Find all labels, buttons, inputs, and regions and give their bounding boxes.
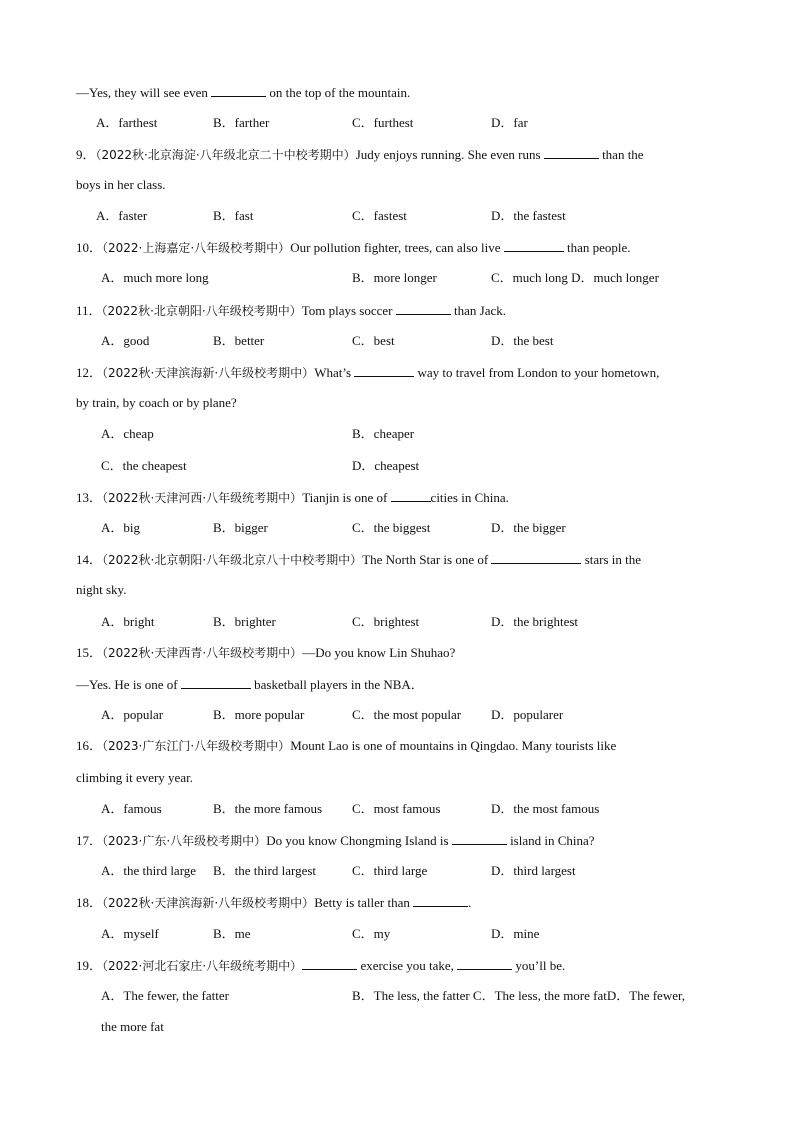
q16-option-c: C．most famous <box>352 801 441 816</box>
q10-text-post: than people. <box>563 240 631 255</box>
q9-number: 9． <box>76 147 96 162</box>
q11-option-b: B．better <box>213 333 265 348</box>
q9-source: （2022秋·北京海淀·八年级北京二十中校考期中） <box>95 148 356 162</box>
q14-number: 14． <box>76 552 103 567</box>
q12-text-pre: What’s <box>314 365 355 380</box>
q10-number: 10． <box>76 240 103 255</box>
q13-option-d: D．the bigger <box>491 520 566 535</box>
q17-option-d: D．third largest <box>491 863 576 878</box>
q13-option-a: A．big <box>101 520 141 535</box>
q12-text-post: way to travel from London to your hometown, <box>414 365 660 380</box>
q9-option-c: C．fastest <box>352 208 407 223</box>
q8-option-a: A．farthest <box>96 115 158 130</box>
q18-text-post: . <box>468 895 472 910</box>
q13-option-b: B．bigger <box>213 520 268 535</box>
q12-option-d: D．cheapest <box>352 458 420 473</box>
q8-option-b: B．farther <box>213 115 270 130</box>
q15-text-post: basketball players in the NBA． <box>250 677 424 692</box>
q15-blank <box>181 676 251 689</box>
q15-option-c: C．the most popular <box>352 707 462 722</box>
q11-option-a: A．good <box>101 333 150 348</box>
q11-blank <box>396 302 451 315</box>
q9-option-d: D．the fastest <box>491 208 566 223</box>
q18-source: （2022秋·天津滨海新·八年级校考期中） <box>102 896 315 910</box>
q8-option-d: D．far <box>491 115 528 130</box>
q8-line-1 <box>76 84 410 101</box>
q13-source: （2022秋·天津河西·八年级统考期中） <box>102 491 303 505</box>
q18-option-b: B．me <box>213 926 251 941</box>
q14-blank <box>491 551 581 564</box>
q13-text-pre: Tianjin is one of <box>302 490 391 505</box>
q11-text-pre: Tom plays soccer <box>301 303 396 318</box>
q13-number: 13． <box>76 490 103 505</box>
q19-blank-2 <box>457 957 512 970</box>
q10-option-a: A．much more long <box>101 270 209 285</box>
q12-blank <box>354 364 414 377</box>
q11-stem <box>76 302 506 319</box>
q17-text-pre: Do you know Chongming Island is <box>266 833 452 848</box>
q16-option-a: A．famous <box>101 801 162 816</box>
q18-option-d: D．mine <box>491 926 540 941</box>
q19-source: （2022·河北石家庄·八年级统考期中） <box>102 959 303 973</box>
q16-text-1: Mount Lao is one of mountains in Qingdao. Many tourists like <box>290 738 617 753</box>
q10-text-pre: Our pollution fighter, trees, can also live <box>290 240 504 255</box>
q11-number: 11． <box>76 303 102 318</box>
q12-source: （2022秋·天津滨海新·八年级校考期中） <box>102 366 315 380</box>
q14-text-pre: The North Star is one of <box>362 552 492 567</box>
q17-text-post: island in China? <box>506 833 595 848</box>
q11-source: （2022秋·北京朝阳·八年级校考期中） <box>101 304 302 318</box>
q15-number: 15． <box>76 645 103 660</box>
q18-stem <box>76 894 471 911</box>
q9-option-a: A．faster <box>96 208 148 223</box>
q15-text-pre: —Yes. He is one of <box>76 677 181 692</box>
q14-option-c: C．brightest <box>352 614 420 629</box>
q14-option-d: D．the brightest <box>491 614 579 629</box>
q16-option-b: B．the more famous <box>213 801 323 816</box>
q12-option-b: B．cheaper <box>352 426 415 441</box>
q14-stem <box>76 551 641 568</box>
q8-text-pre: —Yes, they will see even <box>76 85 212 100</box>
q11-text-post: than Jack. <box>450 303 506 318</box>
q18-number: 18． <box>76 895 103 910</box>
q10-option-cd: C．much long D．much longer <box>491 270 659 285</box>
q19-option-a: A．The fewer, the fatter <box>101 988 229 1003</box>
q17-number: 17． <box>76 833 103 848</box>
q19-stem <box>76 957 565 974</box>
q18-blank <box>413 894 468 907</box>
q19-option-bcd: B．The less, the fatter C．The less, the more fatD．The fewer, <box>352 988 686 1003</box>
q12-stem <box>76 364 659 381</box>
q17-stem <box>76 832 595 849</box>
q17-option-b: B．the third largest <box>213 863 317 878</box>
q15-stem <box>76 645 455 661</box>
q15-option-a: A．popular <box>101 707 164 722</box>
q10-option-b: B．more longer <box>352 270 437 285</box>
q13-blank <box>391 489 431 502</box>
q19-text-post: you’ll be. <box>512 958 566 973</box>
q9-blank <box>544 146 599 159</box>
q16-source: （2023·广东江门·八年级校考期中） <box>102 739 291 753</box>
q9-line-2: boys in her class. <box>76 177 166 192</box>
q8-option-c: C．furthest <box>352 115 414 130</box>
q12-option-c: C．the cheapest <box>101 458 187 473</box>
q19-option-d-cont: the more fat <box>101 1019 164 1034</box>
q19-number: 19． <box>76 958 103 973</box>
q8-blank <box>211 84 266 97</box>
q9-text-post: than the <box>598 147 644 162</box>
q18-option-c: C．my <box>352 926 391 941</box>
q17-source: （2023·广东·八年级校考期中） <box>102 834 267 848</box>
q9-stem <box>76 146 644 163</box>
q14-line-2: night sky. <box>76 582 127 597</box>
q15-text-1: —Do you know Lin Shuhao? <box>302 645 456 660</box>
q10-stem <box>76 239 631 256</box>
q19-text-mid: exercise you take, <box>357 958 458 973</box>
q17-option-a: A．the third large <box>101 863 197 878</box>
q14-option-b: B．brighter <box>213 614 276 629</box>
q16-number: 16． <box>76 738 103 753</box>
q10-blank <box>504 239 564 252</box>
q13-option-c: C．the biggest <box>352 520 431 535</box>
q9-option-b: B．fast <box>213 208 254 223</box>
q15-option-d: D．popularer <box>491 707 564 722</box>
q16-option-d: D．the most famous <box>491 801 600 816</box>
q15-option-b: B．more popular <box>213 707 305 722</box>
q16-line-2: climbing it every year. <box>76 770 193 785</box>
q15-source: （2022秋·天津西青·八年级校考期中） <box>102 646 303 660</box>
q15-line-2 <box>76 676 424 693</box>
q17-blank <box>452 832 507 845</box>
q10-source: （2022·上海嘉定·八年级校考期中） <box>102 241 291 255</box>
q8-text-post: on the top of the mountain. <box>266 85 411 100</box>
q18-option-a: A．myself <box>101 926 159 941</box>
q18-text-pre: Betty is taller than <box>314 895 414 910</box>
q13-stem <box>76 489 509 506</box>
q12-line-2: by train, by coach or by plane? <box>76 395 237 410</box>
q12-option-a: A．cheap <box>101 426 154 441</box>
q11-option-d: D．the best <box>491 333 554 348</box>
q9-text-pre: Judy enjoys running. She even runs <box>355 147 544 162</box>
q14-source: （2022秋·北京朝阳·八年级北京八十中校考期中） <box>102 553 363 567</box>
q16-stem <box>76 738 616 754</box>
q11-option-c: C．best <box>352 333 395 348</box>
q14-option-a: A．bright <box>101 614 155 629</box>
q14-text-post: stars in the <box>581 552 642 567</box>
q13-text-post: cities in China. <box>430 490 509 505</box>
q19-blank-1 <box>302 957 357 970</box>
q12-number: 12． <box>76 365 103 380</box>
q17-option-c: C．third large <box>352 863 428 878</box>
